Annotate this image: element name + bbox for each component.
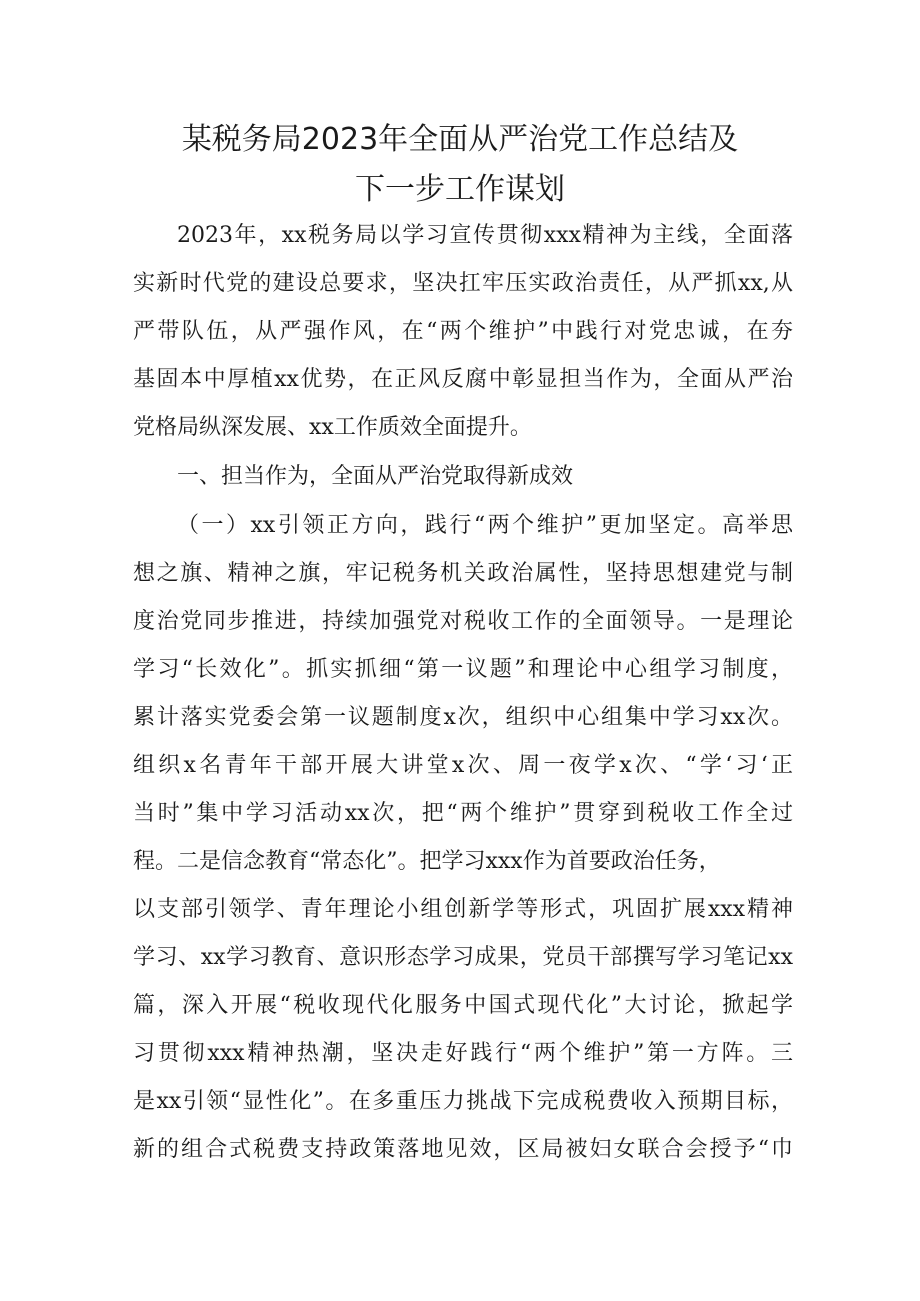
paragraph-line: 学习“长效化”。抓实抓细“第一议题”和理论中心组学习制度， — [133, 657, 793, 682]
document-title-line-1: 某税务局2023年全面从严治党工作总结及 — [181, 122, 739, 157]
paragraph-line: 学习、xx学习教育、意识形态学习成果，党员干部撰写学习笔记xx — [133, 945, 793, 970]
intro-line: 严带队伍，从严强作风，在“两个维护”中践行对党忠诚，在夯 — [133, 319, 793, 344]
paragraph-line: 累计落实党委会第一议题制度x次，组织中心组集中学习xx次。 — [133, 705, 793, 730]
paragraph-line: 以支部引领学、青年理论小组创新学等形式，巩固扩展xxx精神 — [133, 897, 793, 922]
document-title-line-2: 下一步工作谋划 — [355, 172, 565, 207]
paragraph-line: 想之旗、精神之旗，牢记税务机关政治属性，坚持思想建党与制 — [133, 561, 793, 586]
intro-line: 实新时代党的建设总要求，坚决扛牢压实政治责任，从严抓xx,从 — [133, 271, 793, 296]
paragraph-line: （一）xx引领正方向，践行“两个维护”更加坚定。高举思 — [177, 513, 793, 538]
paragraph-line: 篇，深入开展“税收现代化服务中国式现代化”大讨论，掀起学 — [133, 993, 793, 1018]
paragraph-line: 习贯彻xxx精神热潮，坚决走好践行“两个维护”第一方阵。三 — [133, 1041, 793, 1066]
paragraph-line: 是xx引领“显性化”。在多重压力挑战下完成税费收入预期目标， — [133, 1089, 793, 1114]
paragraph-line: 新的组合式税费支持政策落地见效，区局被妇女联合会授予“巾 — [133, 1137, 793, 1162]
section-1-heading: 一、担当作为，全面从严治党取得新成效 — [177, 464, 574, 489]
intro-line: 党格局纵深发展、xx工作质效全面提升。 — [133, 415, 532, 440]
intro-line: 基固本中厚植xx优势，在正风反腐中彰显担当作为，全面从严治 — [133, 367, 793, 392]
paragraph-line: 当时”集中学习活动xx次，把“两个维护”贯穿到税收工作全过 — [133, 801, 793, 826]
paragraph-line: 组织x名青年干部开展大讲堂x次、周一夜学x次、“学‘习‘正 — [133, 753, 793, 778]
paragraph-line: 度治党同步推进，持续加强党对税收工作的全面领导。一是理论 — [133, 609, 793, 634]
paragraph-line: 程。二是信念教育“常态化”。把学习xxx作为首要政治任务， — [133, 849, 721, 874]
intro-line: 2023年，xx税务局以学习宣传贯彻xxx精神为主线，全面落 — [177, 223, 793, 248]
